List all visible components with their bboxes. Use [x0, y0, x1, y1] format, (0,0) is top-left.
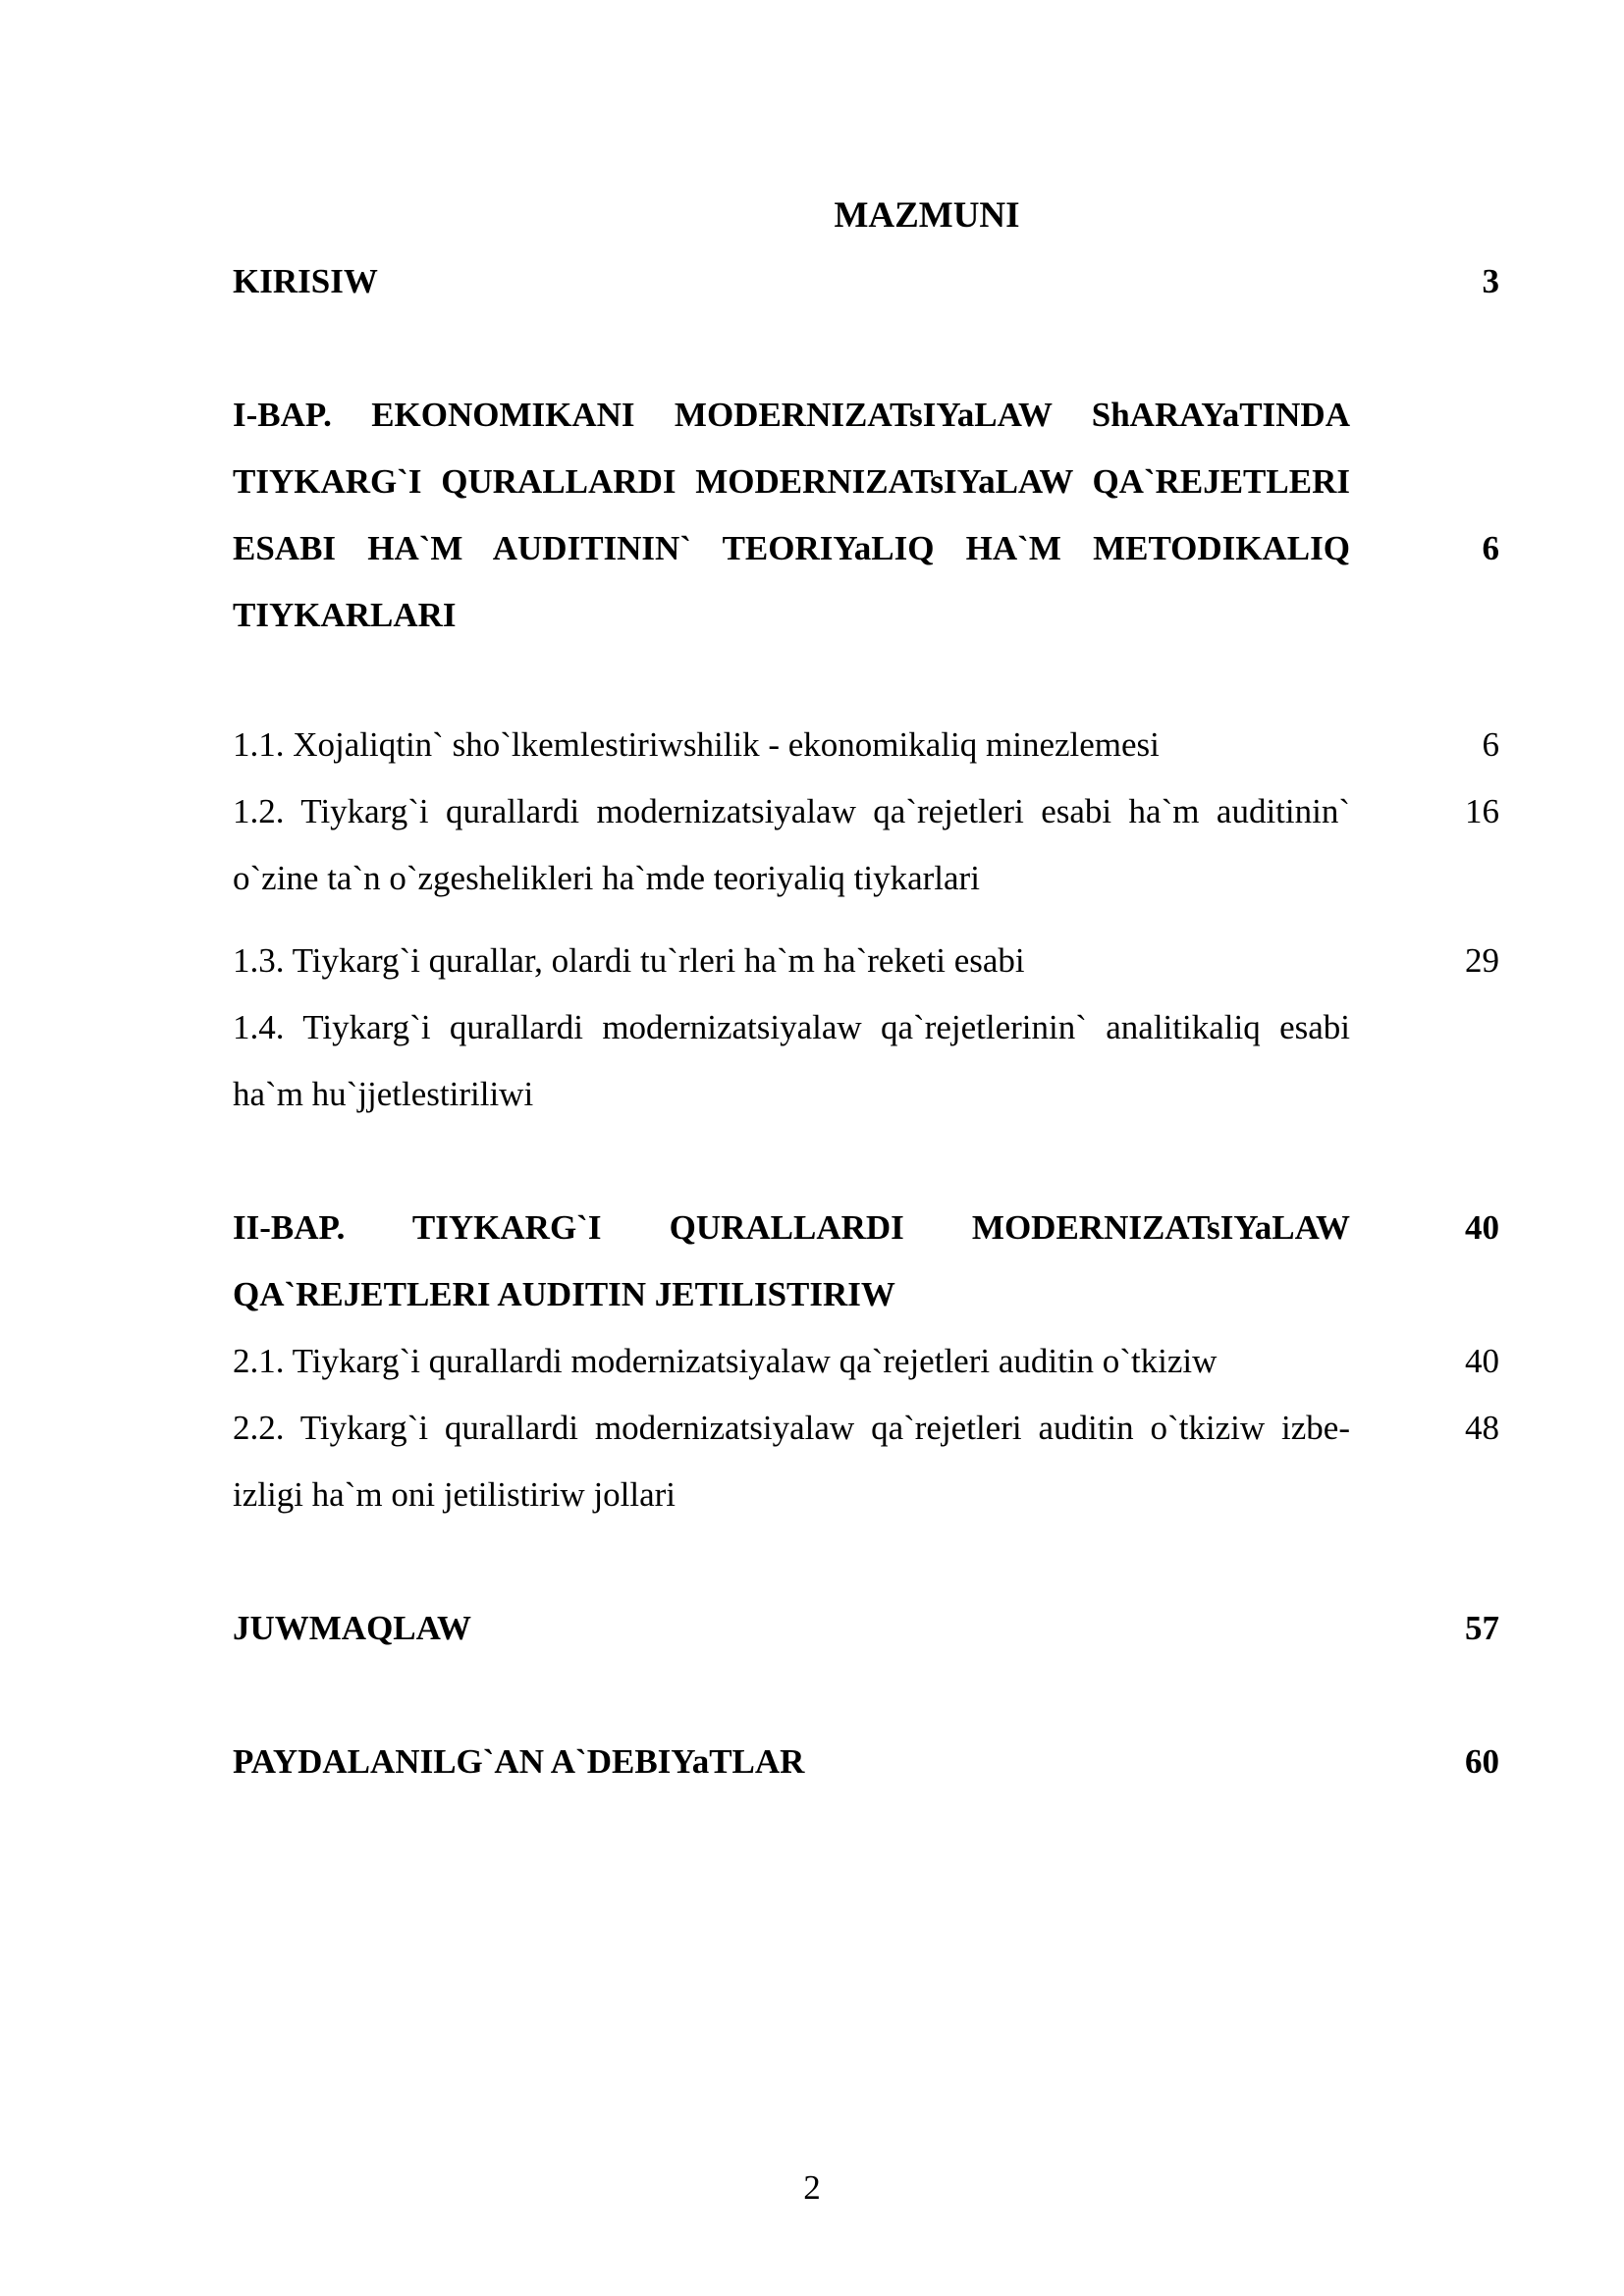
- toc-entry-section-1-2[interactable]: [233, 778, 1499, 912]
- toc-entry-label: PAYDALANILG`AN A`DEBIYaTLAR: [233, 1742, 805, 1781]
- toc-entry-label: 2.1. Tiykarg`i qurallardi modernizatsiyalaw qa`rejetleri auditin o`tkiziw: [233, 1342, 1218, 1380]
- toc-entry-references[interactable]: [233, 1729, 1499, 1795]
- toc-entry-section-2-1[interactable]: [233, 1328, 1499, 1395]
- toc-entry-label: 1.1. Xojaliqtin` sho`lkemlestiriwshilik - ekonomikaliq minezlemesi: [233, 725, 1160, 764]
- toc-entry-conclusion[interactable]: [233, 1595, 1499, 1662]
- toc-entry-section-1-3[interactable]: [233, 928, 1499, 994]
- page-number: 2: [803, 2168, 821, 2207]
- toc-entry-label: 1.4. Tiykarg`i qurallardi modernizatsiyalaw qa`rejetlerinin` analitikaliq esabi ha`m hu`jjetlestiriliwi: [233, 1008, 1350, 1113]
- toc-entry-page: 40: [1465, 1342, 1499, 1380]
- page-title: MAZMUNI: [834, 195, 1020, 236]
- toc-entry-page: 60: [1465, 1742, 1499, 1781]
- toc-entry-page: 3: [1482, 262, 1499, 300]
- toc-entry-label: 1.2. Tiykarg`i qurallardi modernizatsiyalaw qa`rejetleri esabi ha`m auditinin` o`zine ta`n o`zgeshelikleri ha`mde teoriyaliq tiykarlari: [233, 792, 1350, 897]
- toc-entry-label: I-BAP. EKONOMIKANI MODERNIZATsIYaLAW ShARAYaTINDA TIYKARG`I QURALLARDI MODERNIZATsIYaLAW QA`REJETLERI ESABI HA`M AUDITININ` TEORIYaLIQ HA`M METODIKALIQ TIYKARLARI: [233, 396, 1350, 634]
- toc-entry-chapter-2[interactable]: [233, 1195, 1499, 1328]
- toc-entry-page: 40: [1465, 1208, 1499, 1247]
- toc-entry-page: 48: [1465, 1409, 1499, 1447]
- toc-entry-page: 57: [1465, 1609, 1499, 1647]
- toc-entry-label: KIRISIW: [233, 262, 378, 300]
- toc-entry-label: II-BAP. TIYKARG`I QURALLARDI MODERNIZATsIYaLAW QA`REJETLERI AUDITIN JETILISTIRIW: [233, 1208, 1350, 1313]
- toc-entry-page: 6: [1482, 725, 1499, 764]
- toc-entry-chapter-1[interactable]: [233, 382, 1499, 716]
- toc-entry-page: 6: [1482, 529, 1499, 567]
- toc-entry-page: 16: [1465, 792, 1499, 830]
- toc-entry-label: 1.3. Tiykarg`i qurallar, olardi tu`rleri ha`m ha`reketi esabi: [233, 941, 1025, 980]
- toc-entry-section-1-1[interactable]: [233, 712, 1499, 778]
- toc-entry-intro[interactable]: [233, 248, 1499, 315]
- toc-entry-label: 2.2. Tiykarg`i qurallardi modernizatsiyalaw qa`rejetleri auditin o`tkiziw izbe-izligi ha`m oni jetilistiriw jollari: [233, 1409, 1350, 1514]
- toc-entry-label: JUWMAQLAW: [233, 1609, 472, 1647]
- toc-entry-page: 29: [1465, 941, 1499, 980]
- toc-entry-section-2-2[interactable]: [233, 1395, 1499, 1528]
- toc-entry-section-1-4[interactable]: [233, 994, 1499, 1128]
